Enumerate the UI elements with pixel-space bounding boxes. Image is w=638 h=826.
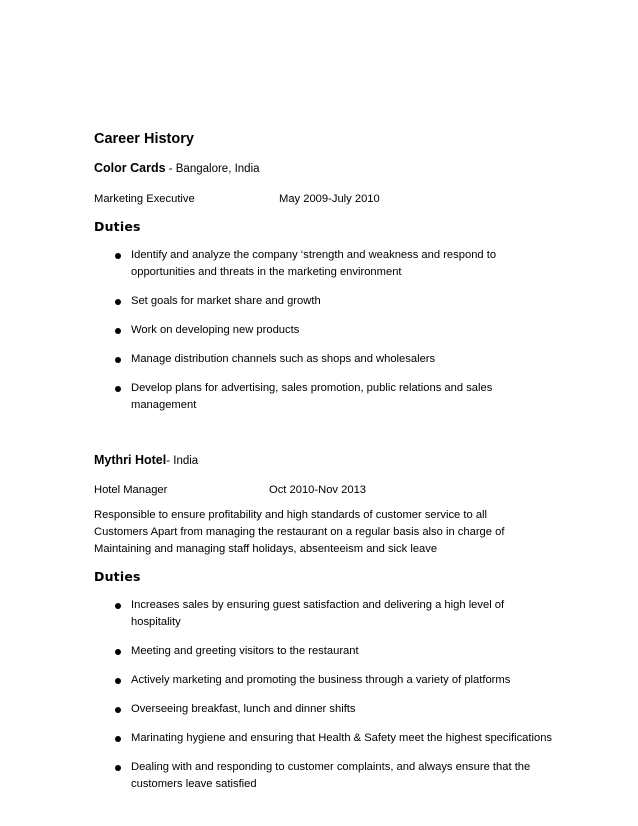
role-title-2: Hotel Manager	[94, 484, 168, 496]
bullet-icon	[115, 386, 121, 392]
bullet-icon	[115, 357, 121, 363]
bullet-icon	[115, 736, 121, 742]
duties-list-1	[94, 247, 554, 414]
duties-list-2	[94, 597, 554, 793]
company-name-2: Mythri Hotel	[94, 453, 167, 467]
company-line-2	[94, 452, 554, 469]
bullet-icon	[115, 765, 121, 771]
duty-item: Work on developing new products	[94, 322, 554, 339]
role-line-2	[94, 482, 554, 498]
duty-item: Develop plans for advertising, sales promotion, public relations and sales management	[94, 380, 554, 414]
bullet-icon	[115, 299, 121, 305]
bullet-icon	[115, 253, 121, 259]
duty-item: Manage distribution channels such as shops and wholesalers	[94, 351, 554, 368]
duty-item: Meeting and greeting visitors to the restaurant	[94, 643, 554, 660]
duty-item: Increases sales by ensuring guest satisfaction and delivering a high level of hospitality	[94, 597, 554, 631]
duty-item: Marinating hygiene and ensuring that Health & Safety meet the highest specifications	[94, 730, 554, 747]
duty-item: Identify and analyze the company ‘strength and weakness and respond to opportunities and threats in the marketing environment	[94, 247, 554, 281]
role-title-1: Marketing Executive	[94, 193, 195, 205]
resume-page	[94, 129, 554, 793]
section-title: Career History	[94, 131, 194, 147]
duty-item: Set goals for market share and growth	[94, 293, 554, 310]
job-description-2: Responsible to ensure profitability and high standards of customer service to all Customers Apart from managing the restaurant on a regular basis also in charge of Maintaining and managing staff holidays, absenteeism and sick leave	[94, 509, 505, 555]
bullet-icon	[115, 707, 121, 713]
company-name-1: Color Cards	[94, 161, 166, 175]
role-dates-2: Oct 2010-Nov 2013	[269, 484, 367, 496]
bullet-icon	[115, 678, 121, 684]
company-line-1	[94, 160, 554, 177]
role-dates-1: May 2009-July 2010	[279, 193, 380, 205]
duties-heading-2: Duties	[94, 569, 141, 584]
duty-item: Actively marketing and promoting the business through a variety of platforms	[94, 672, 554, 689]
bullet-icon	[115, 603, 121, 609]
duty-item: Overseeing breakfast, lunch and dinner shifts	[94, 701, 554, 718]
duties-heading-1: Duties	[94, 219, 141, 234]
bullet-icon	[115, 649, 121, 655]
bullet-icon	[115, 328, 121, 334]
duty-item: Dealing with and responding to customer complaints, and always ensure that the customers leave satisfied	[94, 759, 554, 793]
role-line-1	[94, 191, 554, 207]
company-location-2: - India	[166, 455, 199, 467]
company-location-1: - Bangalore, India	[165, 163, 260, 175]
